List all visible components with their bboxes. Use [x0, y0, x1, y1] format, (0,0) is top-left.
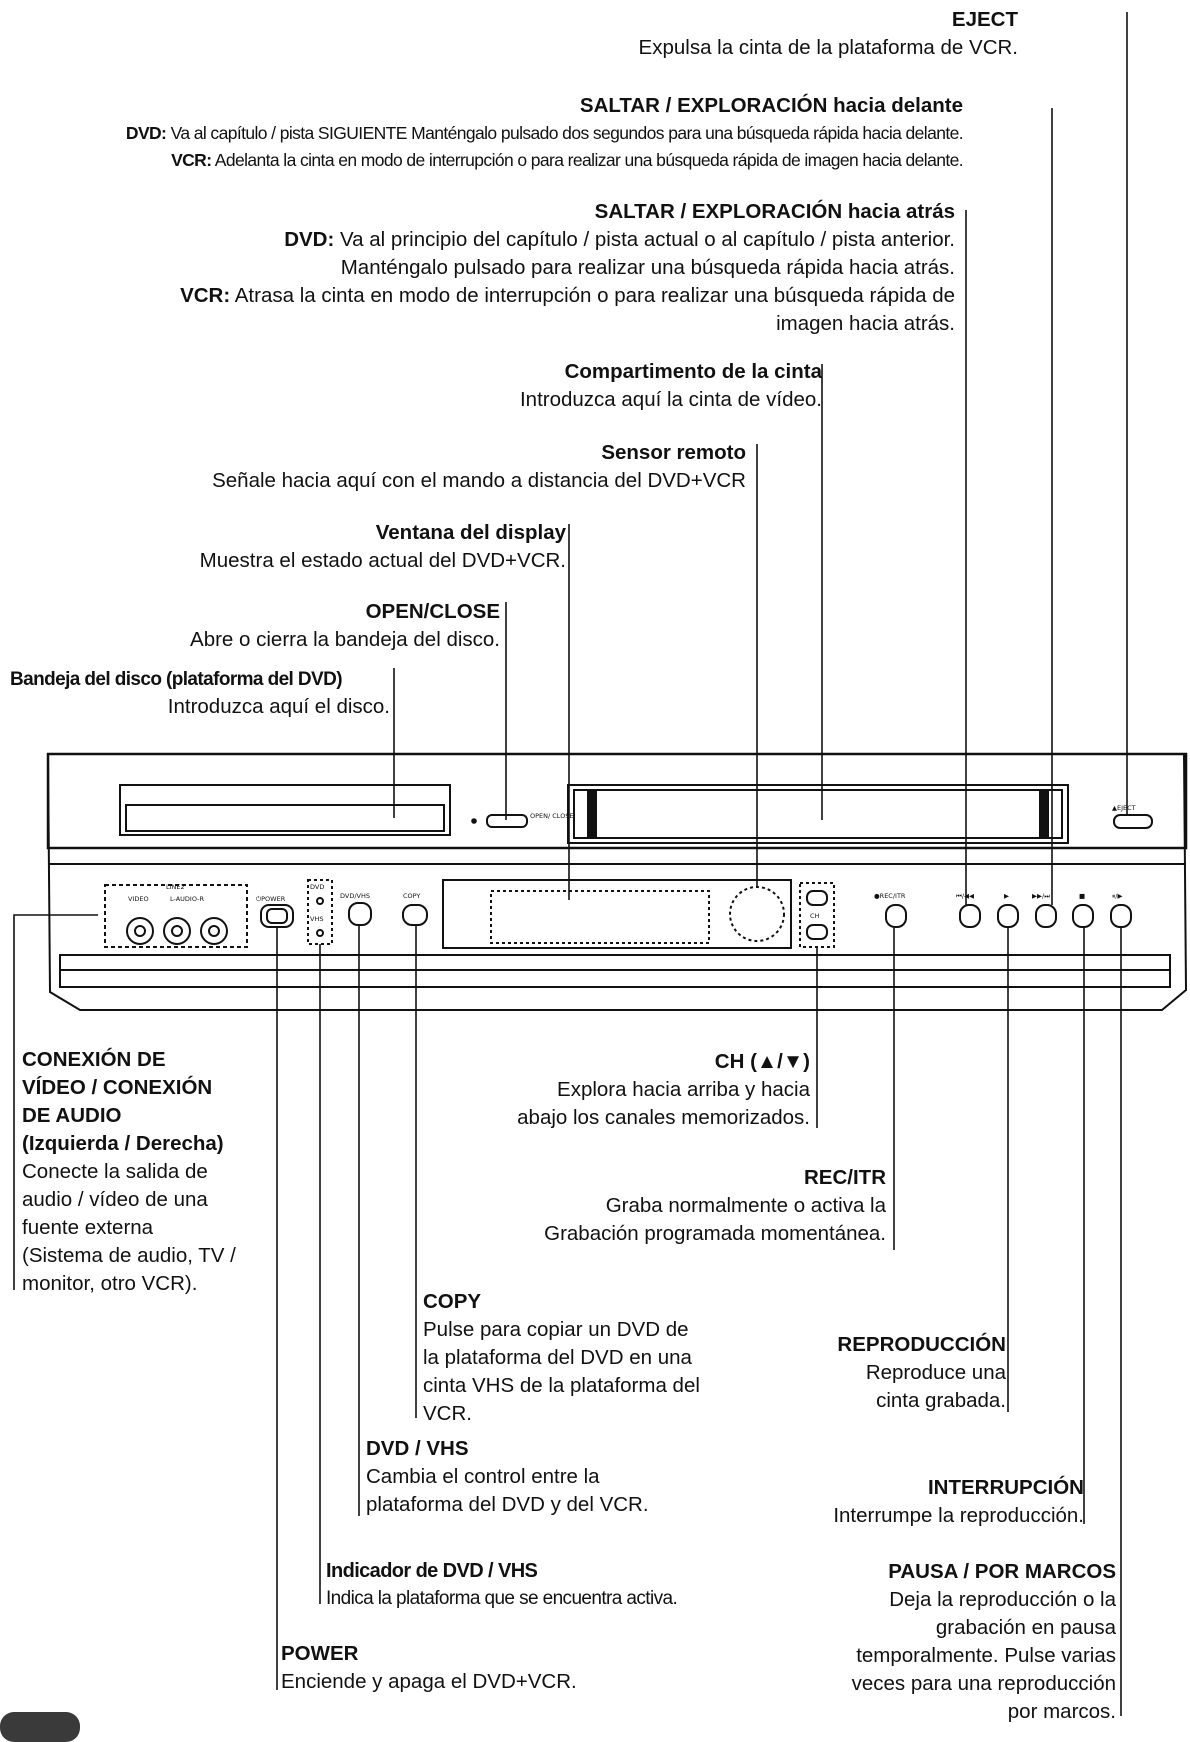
device-label-prev: ⏮/◀◀ [956, 892, 975, 900]
page-number-tab [0, 1712, 80, 1742]
callout-desc-4: (Sistema de audio, TV / [22, 1244, 236, 1267]
callout-desc-5: monitor, otro VCR). [22, 1272, 198, 1295]
device-label-dvd: DVD [310, 883, 325, 891]
callout-title-3: DE AUDIO [22, 1104, 122, 1127]
callout-title: Indicador de DVD / VHS [326, 1560, 538, 1582]
callout-desc-5: por marcos. [1007, 1700, 1116, 1723]
callout-title: SALTAR / EXPLORACIÓN hacia delante [579, 94, 963, 117]
callout-desc: Abre o cierra la bandeja del disco. [190, 628, 500, 651]
callout-title: REPRODUCCIÓN [837, 1333, 1006, 1356]
callout-title: Compartimento de la cinta [564, 360, 822, 383]
callout-title-2: VÍDEO / CONEXIÓN [22, 1076, 213, 1099]
callout-desc-2: abajo los canales memorizados. [517, 1106, 810, 1129]
callout-desc-4: veces para una reproducción [851, 1672, 1116, 1695]
callout-title: POWER [281, 1642, 359, 1665]
callout-desc-dvd: DVD: Va al principio del capítulo / pista actual o al capítulo / pista anterior. [284, 228, 955, 251]
device-body [48, 754, 1186, 1010]
callout-desc-dvd-2: Manténgalo pulsado para realizar una búsqueda rápida hacia atrás. [340, 256, 955, 279]
callout-desc: Enciende y apaga el DVD+VCR. [281, 1670, 577, 1693]
callout-desc-3: fuente externa [22, 1216, 154, 1239]
device-label-stop: ■ [1079, 892, 1086, 900]
device-label-ch: CH [810, 912, 820, 920]
callout-desc-2: audio / vídeo de una [22, 1188, 208, 1211]
callout-desc-vcr: VCR: Atrasa la cinta en modo de interrupción o para realizar una búsqueda rápida de [180, 284, 955, 307]
callout-desc: Introduzca aquí la cinta de vídeo. [519, 388, 822, 411]
callout-desc-1: Graba normalmente o activa la [605, 1194, 886, 1217]
callout-desc-vcr-2: imagen hacia atrás. [776, 312, 955, 335]
callout-desc-1: Explora hacia arriba y hacia [557, 1078, 810, 1101]
callout-title: DVD / VHS [366, 1437, 469, 1460]
callout-title: Bandeja del disco (plataforma del DVD) [10, 669, 342, 690]
callout-title: OPEN/CLOSE [365, 600, 500, 623]
device-label-copy: COPY [403, 892, 421, 900]
callout-desc-2: Grabación programada momentánea. [544, 1222, 886, 1245]
callout-desc-vcr: VCR: Adelanta la cinta en modo de interrupción o para realizar una búsqueda rápida de imagen hacia delante. [171, 150, 963, 170]
callout-desc: Introduzca aquí el disco. [167, 695, 390, 718]
callout-desc-3: cinta VHS de la plataforma del [423, 1374, 700, 1397]
callout-desc-2: cinta grabada. [876, 1389, 1006, 1412]
callout-desc-2: plataforma del DVD y del VCR. [366, 1493, 649, 1516]
callout-desc-1: Conecte la salida de [22, 1160, 208, 1183]
callout-desc-2: grabación en pausa [935, 1616, 1116, 1639]
callout-desc: Interrumpe la reproducción. [833, 1504, 1084, 1527]
callout-title: CH (▲/▼) [714, 1050, 810, 1073]
device-label-next: ▶▶/⏭ [1032, 892, 1051, 900]
callout-desc-3: temporalmente. Pulse varias [856, 1644, 1116, 1667]
device-label-rec: ●REC/ITR [874, 892, 906, 900]
callout-desc-2: la plataforma del DVD en una [423, 1346, 692, 1369]
device-label-play: ▶ [1004, 892, 1009, 900]
device-label-audio: L-AUDIO-R [170, 895, 204, 903]
callout-desc-1: Pulse para copiar un DVD de [423, 1318, 689, 1341]
callout-title: SALTAR / EXPLORACIÓN hacia atrás [594, 200, 955, 223]
callout-desc: Señale hacia aquí con el mando a distancia del DVD+VCR [212, 469, 746, 492]
callout-desc-1: Reproduce una [865, 1361, 1006, 1384]
callout-desc: Muestra el estado actual del DVD+VCR. [199, 549, 566, 572]
callout-desc-4: VCR. [423, 1402, 472, 1425]
callout-title: REC/ITR [804, 1166, 886, 1189]
callout-title: Ventana del display [375, 521, 566, 544]
callout-title: EJECT [951, 8, 1018, 31]
device-label-video: VIDEO [128, 895, 149, 903]
callout-desc-1: Deja la reproducción o la [889, 1588, 1116, 1611]
device-label-pause: ⏸/▶ [1112, 892, 1123, 900]
callout-desc: Expulsa la cinta de la plataforma de VCR. [638, 36, 1018, 59]
callout-title: INTERRUPCIÓN [927, 1476, 1084, 1499]
device-label-line: LINE2 [166, 883, 185, 891]
callout-title: PAUSA / POR MARCOS [888, 1560, 1116, 1583]
callout-title-1: CONEXIÓN DE [22, 1048, 166, 1071]
callout-title: Sensor remoto [601, 441, 746, 464]
callout-desc-1: Cambia el control entre la [366, 1465, 600, 1488]
callout-desc-dvd: DVD: Va al capítulo / pista SIGUIENTE Manténgalo pulsado dos segundos para una búsqueda rápida hacia delante. [125, 123, 963, 143]
device-label-vhs: VHS [310, 915, 324, 923]
callout-title-4: (Izquierda / Derecha) [22, 1132, 224, 1155]
callout-desc: Indica la plataforma que se encuentra activa. [326, 1588, 678, 1609]
device-label-open-close: OPEN/ CLOSE [530, 812, 574, 820]
device-label-dvd-vhs: DVD/VHS [340, 892, 370, 900]
device-label-eject: ▲EJECT [1112, 804, 1136, 812]
device-label-power: ⏻POWER [256, 895, 286, 903]
callout-title: COPY [423, 1290, 482, 1313]
